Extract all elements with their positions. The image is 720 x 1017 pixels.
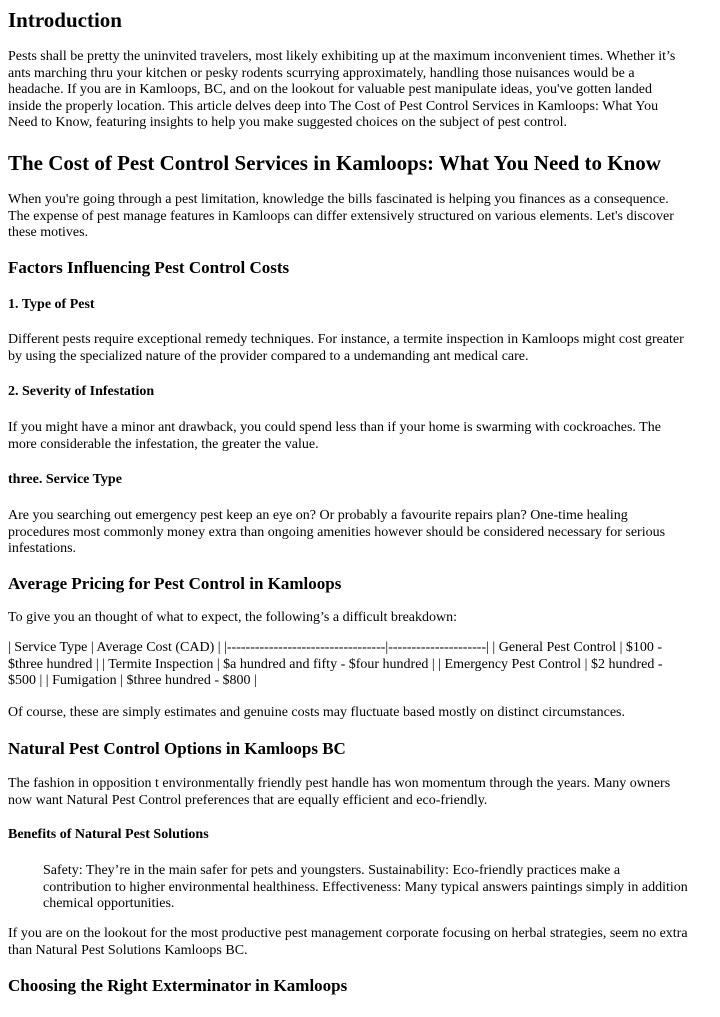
- text-line: more considerable the infestation, the greater the value.: [8, 436, 319, 452]
- text-line: The fashion in opposition t environmentally friendly pest handle has won momentum through the years. Many owners: [8, 776, 671, 791]
- text-line: Pests shall be pretty the uninvited travelers, most likely exhibiting up at the maximum inconvenient times. Whether it’s: [8, 49, 676, 64]
- text-line: now want Natural Pest Control preferences that are equally efficient and eco-friendly.: [8, 792, 488, 808]
- text-line: The expense of pest manage features in Kamloops can differ extensively structured on various elements. Let's discover: [8, 208, 674, 224]
- paragraph-pricing-intro: To give you an thought of what to expect, the following’s a difficult breakdown:: [8, 610, 457, 625]
- heading-service-type: three. Service Type: [8, 472, 122, 487]
- heading-type-of-pest: 1. Type of Pest: [8, 297, 95, 312]
- paragraph-pricing-note: Of course, these are simply estimates and genuine costs may fluctuate based mostly on distinct circumstances.: [8, 705, 625, 720]
- paragraph-cost: [8, 192, 720, 242]
- heading-factors: Factors Influencing Pest Control Costs: [8, 258, 290, 277]
- paragraph-introduction: [8, 49, 720, 132]
- paragraph-type-of-pest: [8, 332, 720, 365]
- heading-choosing-exterminator: Choosing the Right Exterminator in Kamloops: [8, 976, 348, 995]
- text-line: Are you searching out emergency pest keep an eye on? Or probably a favourite repairs plan? One-time healing: [8, 508, 628, 523]
- text-line: inside the properly location. This article delves deep into The Cost of Pest Control Services in Kamloops: What You: [8, 98, 659, 114]
- text-line: When you're going through a pest limitation, knowledge the bills fascinated is helping you finances as a consequence.: [8, 192, 669, 207]
- heading-introduction: Introduction: [8, 8, 122, 32]
- paragraph-natural: [8, 776, 720, 809]
- paragraph-severity: [8, 420, 720, 453]
- text-line: chemical opportunities.: [43, 896, 175, 912]
- text-line: $500 | | Fumigation | $three hundred - $800 |: [8, 673, 257, 689]
- text-line: procedures most commonly money extra than ongoing amenities however should be considered necessary for serious: [8, 524, 666, 540]
- text-line: contribution to higher environmental healthiness. Effectiveness: Many typical answers paintings simply in addition: [43, 879, 688, 895]
- pricing-table-text: [8, 640, 720, 690]
- heading-severity: 2. Severity of Infestation: [8, 384, 155, 399]
- heading-benefits: Benefits of Natural Pest Solutions: [8, 827, 209, 842]
- text-line: $three hundred | | Termite Inspection | $a hundred and fifty - $four hundred | | Emergency Pest Control | $2 hundred -: [8, 656, 663, 672]
- paragraph-service-type: [8, 508, 720, 558]
- text-line: Safety: They’re in the main safer for pets and youngsters. Sustainability: Eco-friendly practices make a: [43, 863, 621, 878]
- text-line: by using the specialized nature of the provider compared to a undemanding ant medical care.: [8, 348, 529, 364]
- text-line: Need to Know, featuring insights to help you make suggested choices on the subject of pest control.: [8, 115, 567, 131]
- blockquote-benefits: [43, 863, 720, 913]
- heading-average-pricing: Average Pricing for Pest Control in Kamloops: [8, 574, 342, 593]
- text-line: | Service Type | Average Cost (CAD) | |----------------------------------|---------------------| | General Pest Control | $100 -: [8, 640, 663, 655]
- text-line: Different pests require exceptional remedy techniques. For instance, a termite inspection in Kamloops might cost greater: [8, 332, 684, 347]
- text-line: these motives.: [8, 225, 89, 241]
- text-line: If you are on the lookout for the most productive pest management corporate focusing on herbal strategies, seem no extra: [8, 926, 688, 941]
- text-line: than Natural Pest Solutions Kamloops BC.: [8, 942, 248, 958]
- heading-natural-pest-control: Natural Pest Control Options in Kamloops BC: [8, 739, 346, 758]
- paragraph-natural-outro: [8, 926, 720, 959]
- heading-cost-of-pest-control: The Cost of Pest Control Services in Kamloops: What You Need to Know: [8, 151, 661, 175]
- text-line: ants marching thru your kitchen or pesky rodents scurrying approximately, handling those nuisances would be a: [8, 65, 635, 81]
- text-line: headache. If you are in Kamloops, BC, and on the lookout for valuable pest manipulate ideas, you've gotten landed: [8, 82, 653, 98]
- text-line: If you might have a minor ant drawback, you could spend less than if your home is swarming with cockroaches. The: [8, 420, 661, 435]
- text-line: infestations.: [8, 541, 77, 557]
